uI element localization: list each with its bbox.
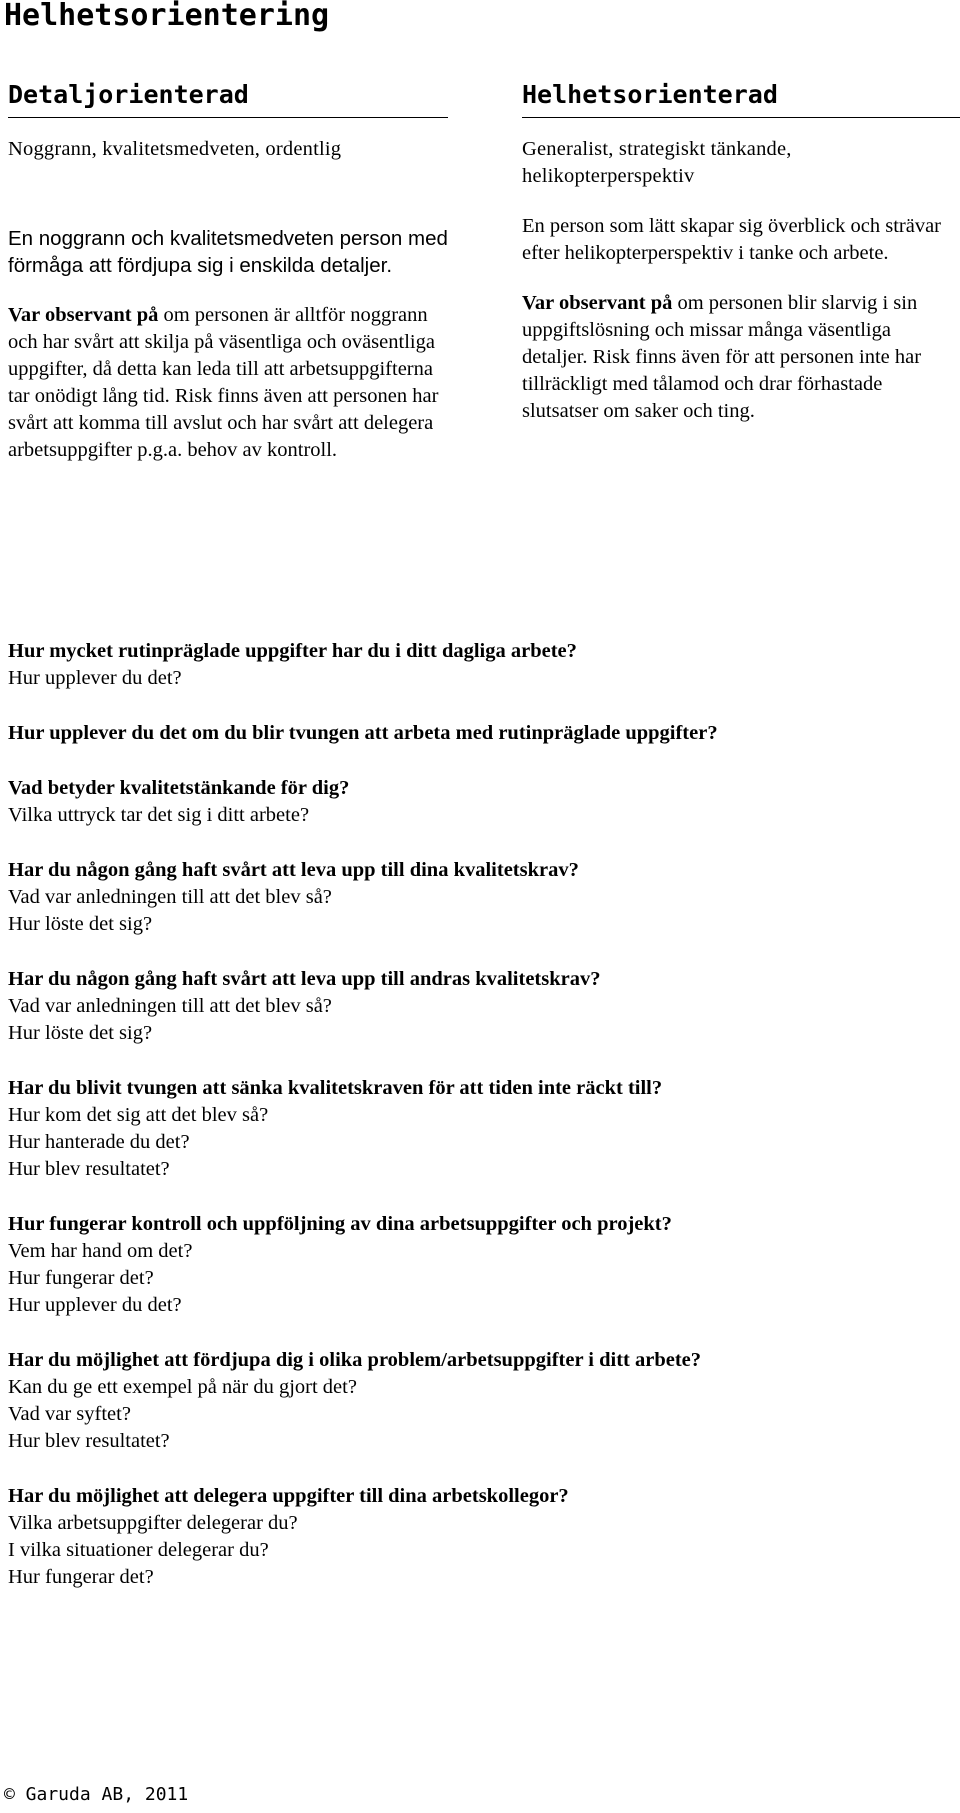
question-main: Hur upplever du det om du blir tvungen att arbeta med rutinpräglade uppgifter?: [8, 722, 718, 744]
detail-oriented-subtitle: Noggrann, kvalitetsmedveten, ordentlig: [8, 138, 342, 160]
holistic-column: [522, 80, 960, 425]
question-follow-up: Vad var syftet?: [8, 1403, 131, 1425]
detail-oriented-heading: Detaljorienterad: [8, 80, 448, 118]
question-block: [8, 1483, 948, 1591]
question-block: [8, 775, 948, 829]
detail-oriented-description: En noggrann och kvalitetsmedveten person med förmåga att fördjupa sig i enskilda detaljer.: [8, 227, 448, 277]
question-follow-up: Hur blev resultatet?: [8, 1158, 170, 1180]
question-follow-up: Hur löste det sig?: [8, 1022, 153, 1044]
question-follow-up: Hur hanterade du det?: [8, 1131, 190, 1153]
question-follow-up: I vilka situationer delegerar du?: [8, 1539, 269, 1561]
question-block: [8, 720, 948, 747]
question-follow-up: Vilka uttryck tar det sig i ditt arbete?: [8, 804, 310, 826]
question-block: [8, 1211, 948, 1319]
detail-oriented-column: [8, 80, 448, 464]
holistic-heading: Helhetsorienterad: [522, 80, 960, 118]
question-main: Hur mycket rutinpräglade uppgifter har du i ditt dagliga arbete?: [8, 640, 577, 662]
question-block: [8, 1347, 948, 1455]
question-follow-up: Vad var anledningen till att det blev så?: [8, 886, 332, 908]
detail-oriented-warning: [8, 302, 448, 464]
interview-questions: [8, 638, 948, 1619]
question-follow-up: Vilka arbetsuppgifter delegerar du?: [8, 1512, 298, 1534]
question-follow-up: Vad var anledningen till att det blev så?: [8, 995, 332, 1017]
holistic-warning: [522, 290, 960, 425]
warning-label: Var observant på: [522, 292, 673, 314]
copyright-footer: © Garuda AB, 2011: [4, 1784, 189, 1805]
holistic-subtitle: Generalist, strategiskt tänkande, helikopterperspektiv: [522, 138, 792, 187]
question-follow-up: Kan du ge ett exempel på när du gjort det?: [8, 1376, 357, 1398]
question-follow-up: Hur fungerar det?: [8, 1566, 154, 1588]
question-block: [8, 1075, 948, 1183]
question-main: Har du möjlighet att delegera uppgifter till dina arbetskollegor?: [8, 1485, 569, 1507]
question-main: Har du blivit tvungen att sänka kvalitetskraven för att tiden inte räckt till?: [8, 1077, 663, 1099]
question-follow-up: Hur kom det sig att det blev så?: [8, 1104, 269, 1126]
page-title: Helhetsorientering: [4, 0, 330, 33]
question-block: [8, 638, 948, 692]
question-main: Har du någon gång haft svårt att leva upp till andras kvalitetskrav?: [8, 968, 601, 990]
question-follow-up: Hur upplever du det?: [8, 1294, 182, 1316]
warning-text: om personen blir slarvig i sin uppgiftslösning och missar många väsentliga detaljer. Risk finns även för att personen inte har tillräckligt med tålamod och drar förhastade slutsatser om saker och ting.: [522, 292, 922, 422]
question-follow-up: Hur upplever du det?: [8, 667, 182, 689]
holistic-description: En person som lätt skapar sig överblick och strävar efter helikopterperspektiv i tanke och arbete.: [522, 215, 941, 264]
question-block: [8, 857, 948, 938]
question-main: Hur fungerar kontroll och uppföljning av dina arbetsuppgifter och projekt?: [8, 1213, 672, 1235]
warning-text: om personen är alltför noggrann och har svårt att skilja på väsentliga och oväsentliga uppgifter, då detta kan leda till att arbetsuppgifterna tar onödigt lång tid. Risk finns även att personen har svårt att komma till avslut och har svårt att delegera arbetsuppgifter p.g.a. behov av kontroll.: [8, 304, 439, 461]
question-main: Vad betyder kvalitetstänkande för dig?: [8, 777, 350, 799]
question-block: [8, 966, 948, 1047]
warning-label: Var observant på: [8, 304, 159, 326]
question-main: Har du någon gång haft svårt att leva upp till dina kvalitetskrav?: [8, 859, 579, 881]
question-main: Har du möjlighet att fördjupa dig i olika problem/arbetsuppgifter i ditt arbete?: [8, 1349, 702, 1371]
question-follow-up: Vem har hand om det?: [8, 1240, 193, 1262]
question-follow-up: Hur fungerar det?: [8, 1267, 154, 1289]
question-follow-up: Hur löste det sig?: [8, 913, 153, 935]
question-follow-up: Hur blev resultatet?: [8, 1430, 170, 1452]
